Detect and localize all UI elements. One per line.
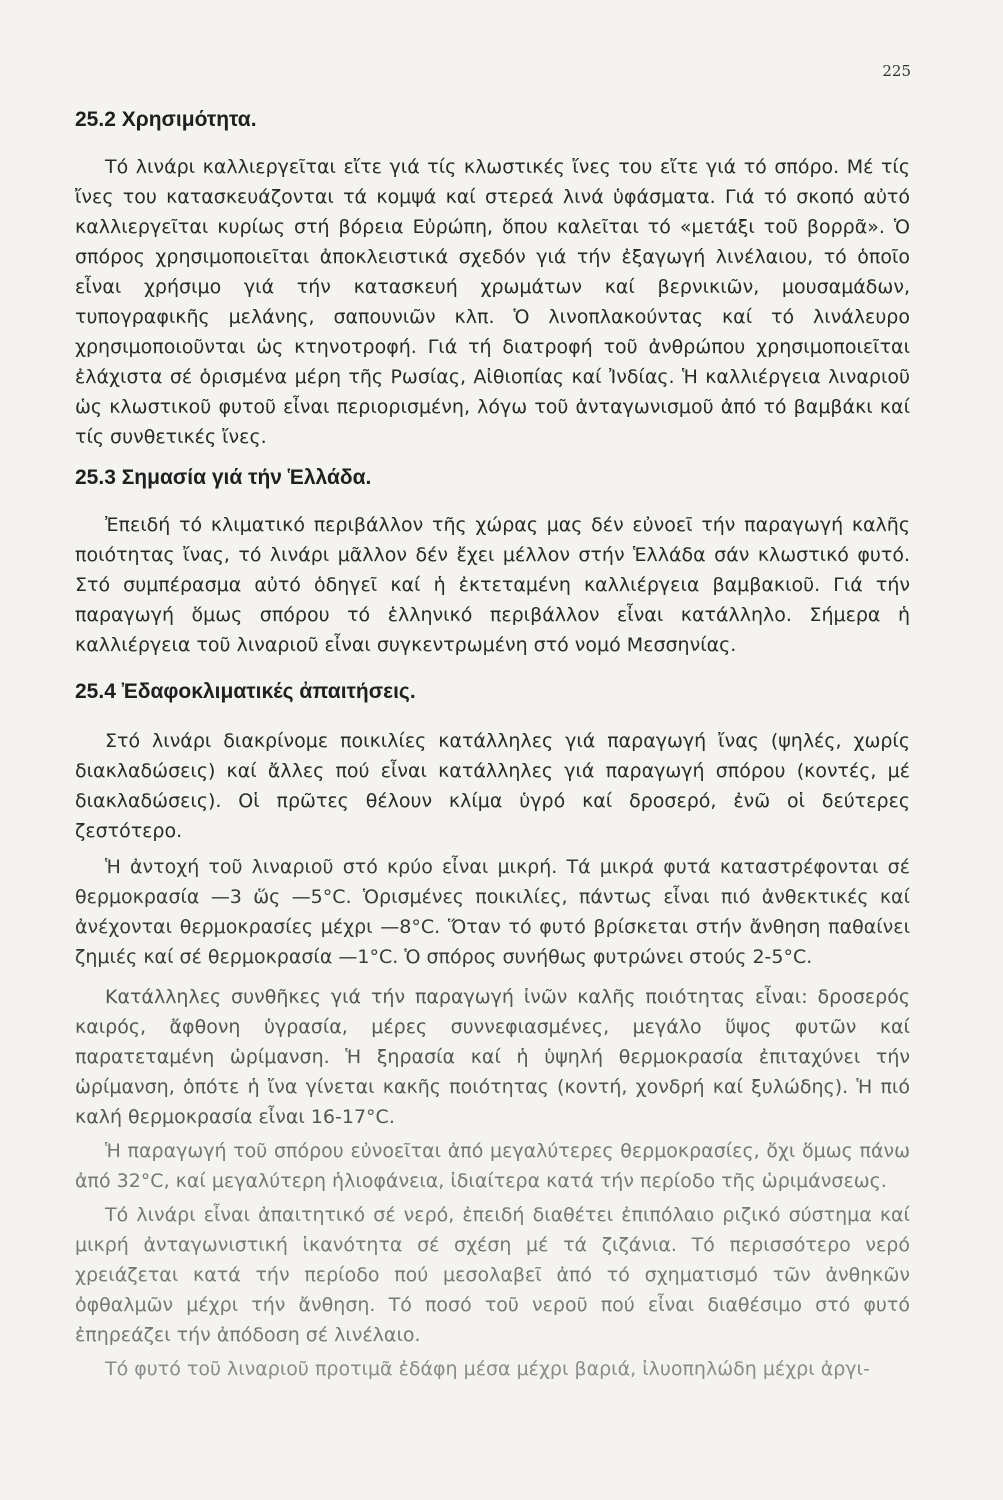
section-heading-importance-greece: 25.3 Σημασία γιά τήν Ἑλλάδα. bbox=[75, 466, 372, 489]
paragraph: Ἡ παραγωγή τοῦ σπόρου εὐνοεῖται ἀπό μεγαλύτερες θερμοκρασίες, ὄχι ὅμως πάνω ἀπό 32°C, καί μεγαλύτερη ἡλιοφάνεια, ἰδιαίτερα κατά τήν περίοδο τῆς ὡριμάνσεως. bbox=[75, 1140, 910, 1192]
section-soil-climate bbox=[75, 680, 910, 1384]
paragraph: Κατάλληλες συνθῆκες γιά τήν παραγωγή ἰνῶν καλῆς ποιότητας εἶναι: δροσερός καιρός, ἄφθονη ὑγρασία, μέρες συννεφιασμένες, μεγάλο ὕψος φυτῶν καί παρατεταμένη ὡρίμανση. Ἡ ξηρασία καί ἡ ὑψηλή θερμοκρασία ἐπιταχύνει τήν ὡρίμανση, ὁπότε ἡ ἴνα γίνεται κακῆς ποιότητας (κοντή, χονδρή καί ξυλώδης). Ἡ πιό καλή θερμοκρασία εἶναι 16-17°C. bbox=[75, 986, 910, 1128]
paragraph: Ἐπειδή τό κλιματικό περιβάλλον τῆς χώρας μας δέν εὐνοεῖ τήν παραγωγή καλῆς ποιότητας ἴνας, τό λινάρι μᾶλλον δέν ἔχει μέλλον στήν Ἑλλάδα σάν κλωστικό φυτό. Στό συμπέρασμα αὐτό ὁδηγεῖ καί ἡ ἐκτεταμένη καλλιέργεια βαμβακιοῦ. Γιά τήν παραγωγή ὅμως σπόρου τό ἑλληνικό περιβάλλον εἶναι κατάλληλο. Σήμερα ἡ καλλιέργεια τοῦ λιναριοῦ εἶναι συγκεντρωμένη στό νομό Μεσσηνίας. bbox=[75, 514, 910, 656]
paragraph: Τό λινάρι καλλιεργεῖται εἴτε γιά τίς κλωστικές ἴνες του εἴτε γιά τό σπόρο. Μέ τίς ἴνες του κατασκευάζονται τά κομψά καί στερεά λινά ὑφάσματα. Γιά τό σκοπό αὐτό καλλιεργεῖται κυρίως στή βόρεια Εὐρώπη, ὅπου καλεῖται τό «μετάξι τοῦ βορρᾶ». Ὁ σπόρος χρησιμοποιεῖται ἀποκλειστικά σχεδόν γιά τήν ἐξαγωγή λινέλαιου, τό ὁποῖο εἶναι χρήσιμο γιά τήν κατασκευή χρωμάτων καί βερνικιῶν, μουσαμάδων, τυπογραφικῆς μελάνης, σαπουνιῶν κλπ. Ὁ λινοπλακούντας καί τό λινάλευρο χρησιμοποιοῦνται ὡς κτηνοτροφή. Γιά τή διατροφή τοῦ ἀνθρώπου χρησιμοποιεῖται ἐλάχιστα σέ ὁρισμένα μέρη τῆς Ρωσίας, Αἰθιοπίας καί Ἰνδίας. Ἡ καλλιέργεια λιναριοῦ ὡς κλωστικοῦ φυτοῦ εἶναι περιορισμένη, λόγω τοῦ ἀνταγωνισμοῦ ἀπό τό βαμβάκι καί τίς συνθετικές ἴνες. bbox=[75, 156, 910, 448]
paragraph: Τό φυτό τοῦ λιναριοῦ προτιμᾶ ἐδάφη μέσα μέχρι βαριά, ἰλυοπηλώδη μέχρι ἀργι- bbox=[105, 1358, 870, 1380]
section-usefulness bbox=[75, 108, 910, 452]
page-number: 225 bbox=[882, 62, 911, 80]
paragraph: Στό λινάρι διακρίνομε ποικιλίες κατάλληλες γιά παραγωγή ἴνας (ψηλές, χωρίς διακλαδώσεις) καί ἄλλες πού εἶναι κατάλληλες γιά παραγωγή σπόρου (κοντές, μέ διακλαδώσεις). Οἱ πρῶτες θέλουν κλίμα ὑγρό καί δροσερό, ἐνῶ οἱ δεύτερες ζεστότερο. bbox=[75, 730, 910, 842]
paragraph: Τό λινάρι εἶναι ἀπαιτητικό σέ νερό, ἐπειδή διαθέτει ἐπιπόλαιο ριζικό σύστημα καί μικρή ἀνταγωνιστική ἱκανότητα σέ σχέση μέ τά ζιζάνια. Τό περισσότερο νερό χρειάζεται κατά τήν περίοδο πού μεσολαβεῖ ἀπό τό σχηματισμό τῶν ἀνθηκῶν ὀφθαλμῶν μέχρι τήν ἄνθηση. Τό ποσό τοῦ νεροῦ πού εἶναι διαθέσιμο στό φυτό ἐπηρεάζει τήν ἀπόδοση σέ λινέλαιο. bbox=[75, 1204, 910, 1346]
section-heading-usefulness: 25.2 Χρησιμότητα. bbox=[75, 108, 257, 131]
section-heading-soil-climate: 25.4 Ἐδαφοκλιματικές ἀπαιτήσεις. bbox=[75, 680, 416, 703]
section-importance-greece bbox=[75, 466, 910, 660]
paragraph: Ἡ ἀντοχή τοῦ λιναριοῦ στό κρύο εἶναι μικρή. Τά μικρά φυτά καταστρέφονται σέ θερμοκρασία —3 ὥς —5°C. Ὁρισμένες ποικιλίες, πάντως εἶναι πιό ἀνθεκτικές καί ἀνέχονται θερμοκρασίες μέχρι —8°C. Ὅταν τό φυτό βρίσκεται στήν ἄνθηση παθαίνει ζημιές καί σέ θερμοκρασία —1°C. Ὁ σπόρος συνήθως φυτρώνει στούς 2-5°C. bbox=[75, 856, 910, 968]
